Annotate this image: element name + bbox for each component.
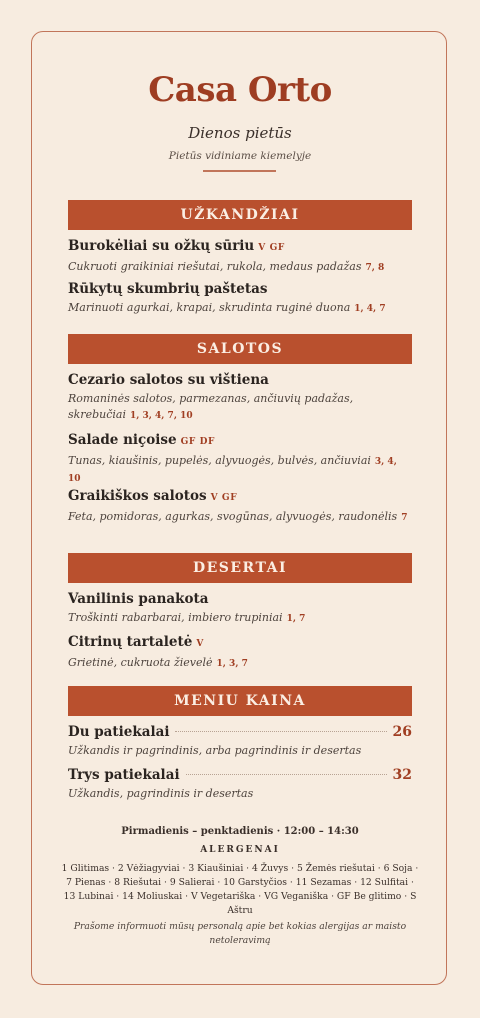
option-description: Užkandis ir pagrindinis, arba pagrindinis ir desertas [68, 744, 362, 757]
diet-tags: GF DF [180, 437, 215, 447]
item-description: Grietinė, cukruota žievelė [68, 656, 213, 669]
option-price: 26 [392, 724, 412, 740]
allergens-heading: ALERGENAI [200, 845, 280, 855]
price-option [68, 766, 412, 802]
item-name: Vanilinis panakota [68, 591, 209, 607]
menu-item [68, 237, 412, 276]
allergens-legend: 1 Glitimas · 2 Vėžiagyviai · 3 Kiaušiniai · 4 Žuvys · 5 Žemės riešutai · 6 Soja · 7 Pienas · 8 Riešutai · 9 Salierai · 10 Garstyčios · 11 Sezamas · 12 Sulfitai · 13 Lubinai · 14 Moliuskai · V Vegetariška · VG Veganiška · GF Be glitimo · S Aštru [61, 863, 419, 916]
allergen-codes: 7 [401, 513, 408, 523]
restaurant-name: Casa Orto [148, 70, 332, 110]
item-description: Marinuoti agurkai, krapai, skrudinta ruginė duona [68, 301, 351, 314]
item-name: Burokėliai su ožkų sūriu [68, 238, 255, 254]
menu-item [68, 431, 412, 487]
divider [203, 170, 276, 172]
option-name: Trys patiekalai [68, 767, 180, 783]
serving-hours: Pirmadienis – penktadienis · 12:00 – 14:30 [121, 826, 359, 837]
item-name: Graikiškos salotos [68, 488, 207, 504]
section-header-salads: SALOTOS [68, 334, 412, 364]
item-description: Tunas, kiaušinis, pupelės, alyvuogės, bulvės, ančiuviai [68, 454, 371, 467]
leader-dots [175, 731, 386, 732]
allergen-codes: 1, 4, 7 [354, 304, 386, 314]
price-option [68, 723, 412, 759]
menu-item [68, 371, 412, 424]
item-name: Rūkytų skumbrių paštetas [68, 281, 268, 297]
allergen-codes: 1, 3, 4, 7, 10 [129, 411, 193, 421]
item-description: Cukruoti graikiniai riešutai, rukola, medaus padažas [68, 260, 362, 273]
allergen-codes: 1, 3, 7 [216, 659, 248, 669]
diet-tags: V [196, 639, 204, 649]
option-name: Du patiekalai [68, 724, 170, 740]
item-description: Troškinti rabarbarai, imbiero trupiniai [68, 611, 283, 624]
allergen-codes: 1, 7 [286, 614, 306, 624]
section-header-desserts: DESERTAI [68, 553, 412, 583]
allergen-codes: 3, 4, 10 [68, 457, 397, 484]
option-price: 32 [392, 767, 412, 783]
menu-item [68, 590, 412, 627]
diet-tags: V GF [210, 493, 238, 503]
menu-item [68, 633, 412, 672]
allergy-note: Prašome informuoti mūsų personalą apie bet kokias alergijas ar maisto netoleravimą [73, 921, 407, 946]
tagline: Pietūs vidiniame kiemelyje [168, 150, 312, 162]
item-name: Cezario salotos su vištiena [68, 372, 269, 388]
item-name: Salade niçoise [68, 432, 177, 448]
item-description: Feta, pomidoras, agurkas, svogūnas, alyvuogės, raudonėlis [68, 510, 398, 523]
menu-item [68, 487, 412, 526]
item-name: Citrinų tartaletė [68, 634, 193, 650]
menu-item [68, 280, 412, 317]
option-description: Užkandis, pagrindinis ir desertas [68, 787, 254, 800]
diet-tags: V GF [258, 243, 285, 253]
allergen-codes: 7, 8 [365, 263, 385, 273]
menu-subtitle: Dienos pietūs [188, 124, 292, 142]
item-description: Romaninės salotos, parmezanas, ančiuvių padažas, skrebučiai [68, 392, 354, 421]
leader-dots [186, 774, 387, 775]
section-header-appetizers: UŽKANDŽIAI [68, 200, 412, 230]
section-header-prices: MENIU KAINA [68, 686, 412, 716]
